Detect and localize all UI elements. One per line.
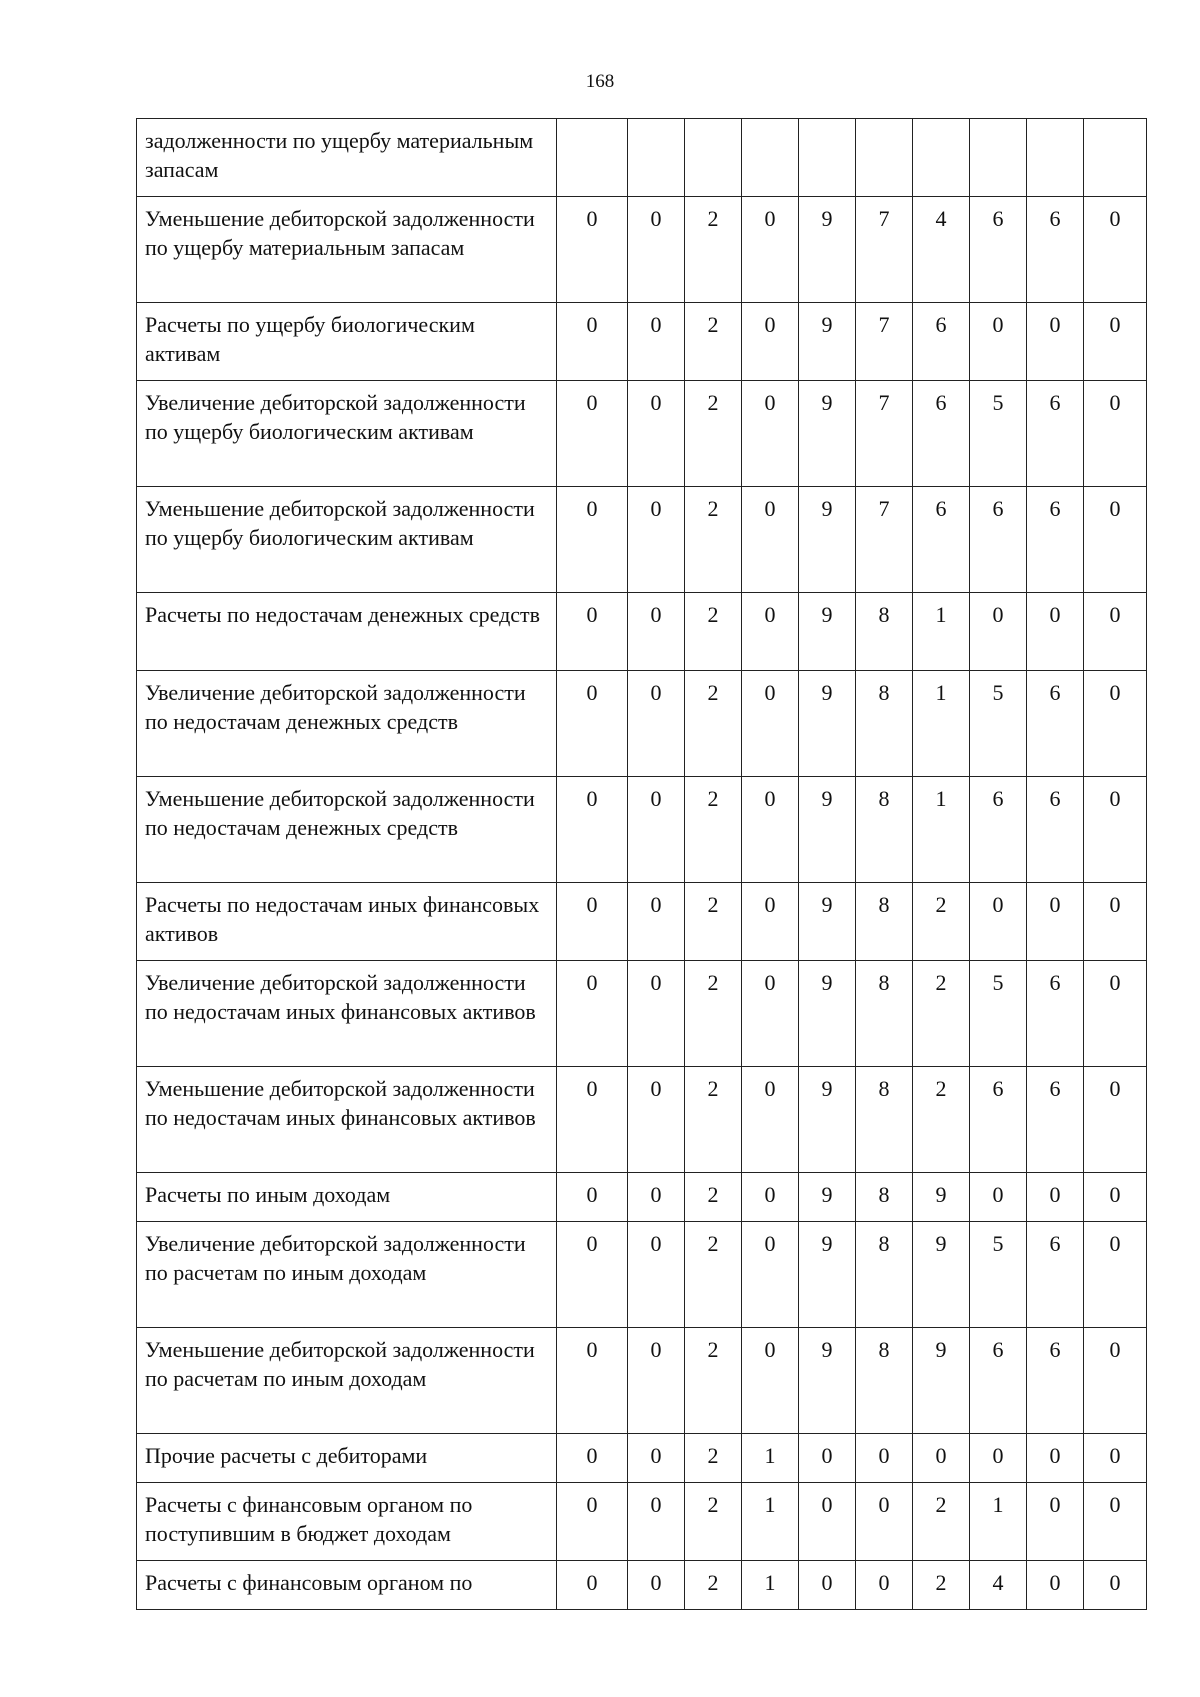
code-digit: 2 [685, 1328, 742, 1434]
code-digit: 9 [913, 1173, 970, 1222]
code-digit: 0 [1027, 593, 1084, 671]
code-digit: 6 [1027, 197, 1084, 303]
table-row [137, 1173, 1147, 1222]
code-digit: 6 [1027, 1222, 1084, 1328]
row-label: Прочие расчеты с дебиторами [137, 1434, 557, 1483]
code-digit: 0 [557, 1067, 628, 1173]
code-digit: 2 [685, 593, 742, 671]
code-digit: 0 [742, 381, 799, 487]
row-label: Расчеты по иным доходам [137, 1173, 557, 1222]
code-digit: 0 [742, 303, 799, 381]
code-digit: 6 [1027, 671, 1084, 777]
code-digit: 0 [557, 1483, 628, 1561]
table-row [137, 1561, 1147, 1610]
code-digit [1027, 119, 1084, 197]
code-digit: 1 [913, 777, 970, 883]
code-digit: 0 [1084, 487, 1147, 593]
code-digit: 0 [1084, 1222, 1147, 1328]
table-row [137, 593, 1147, 671]
code-digit: 0 [799, 1434, 856, 1483]
code-digit: 2 [913, 1483, 970, 1561]
code-digit: 2 [685, 1483, 742, 1561]
code-digit [742, 119, 799, 197]
code-digit: 1 [742, 1483, 799, 1561]
code-digit: 6 [970, 1067, 1027, 1173]
code-digit: 0 [742, 777, 799, 883]
code-digit: 2 [913, 1067, 970, 1173]
code-digit: 0 [856, 1434, 913, 1483]
code-digit: 0 [557, 1328, 628, 1434]
code-digit: 2 [685, 961, 742, 1067]
code-digit: 6 [913, 303, 970, 381]
code-digit: 0 [628, 197, 685, 303]
code-digit: 5 [970, 1222, 1027, 1328]
code-digit: 0 [970, 303, 1027, 381]
code-digit: 6 [970, 197, 1027, 303]
account-codes-table [136, 118, 1147, 1610]
code-digit: 7 [856, 303, 913, 381]
code-digit: 9 [799, 303, 856, 381]
code-digit: 0 [557, 593, 628, 671]
code-digit: 0 [1084, 1434, 1147, 1483]
code-digit: 9 [913, 1328, 970, 1434]
table-row [137, 1067, 1147, 1173]
code-digit: 2 [685, 197, 742, 303]
code-digit: 6 [913, 487, 970, 593]
code-digit: 0 [557, 1434, 628, 1483]
code-digit: 0 [628, 487, 685, 593]
row-label: Расчеты по ущербу биологическим активам [137, 303, 557, 381]
code-digit: 0 [628, 671, 685, 777]
code-digit [1084, 119, 1147, 197]
code-digit: 0 [557, 1561, 628, 1610]
code-digit: 0 [742, 671, 799, 777]
code-digit: 8 [856, 1173, 913, 1222]
row-label: Уменьшение дебиторской задолженности по ущербу биологическим активам [137, 487, 557, 593]
code-digit: 0 [1027, 1173, 1084, 1222]
code-digit: 2 [685, 1222, 742, 1328]
row-label: Уменьшение дебиторской задолженности по недостачам иных финансовых активов [137, 1067, 557, 1173]
code-digit: 0 [628, 1434, 685, 1483]
code-digit: 1 [913, 671, 970, 777]
code-digit: 6 [1027, 961, 1084, 1067]
code-digit: 9 [799, 671, 856, 777]
row-label: Расчеты с финансовым органом по поступившим в бюджет доходам [137, 1483, 557, 1561]
code-digit [856, 119, 913, 197]
code-digit: 2 [685, 671, 742, 777]
row-label: Уменьшение дебиторской задолженности по расчетам по иным доходам [137, 1328, 557, 1434]
code-digit: 0 [1084, 303, 1147, 381]
code-digit: 2 [685, 1173, 742, 1222]
code-digit: 0 [1084, 1483, 1147, 1561]
code-digit: 4 [913, 197, 970, 303]
code-digit: 6 [1027, 1328, 1084, 1434]
code-digit: 2 [685, 381, 742, 487]
code-digit: 0 [1084, 1067, 1147, 1173]
code-digit: 6 [1027, 487, 1084, 593]
code-digit: 0 [557, 883, 628, 961]
code-digit: 0 [742, 1173, 799, 1222]
code-digit: 9 [799, 777, 856, 883]
table-row [137, 883, 1147, 961]
code-digit: 0 [1027, 883, 1084, 961]
row-label: Расчеты с финансовым органом по [137, 1561, 557, 1610]
table-row [137, 487, 1147, 593]
code-digit [628, 119, 685, 197]
code-digit [913, 119, 970, 197]
row-label: Увеличение дебиторской задолженности по расчетам по иным доходам [137, 1222, 557, 1328]
code-digit: 0 [628, 1067, 685, 1173]
code-digit: 8 [856, 1067, 913, 1173]
code-digit: 6 [1027, 381, 1084, 487]
code-digit: 0 [628, 381, 685, 487]
code-digit: 0 [1084, 1328, 1147, 1434]
code-digit: 5 [970, 671, 1027, 777]
code-digit: 0 [1084, 593, 1147, 671]
code-digit: 0 [742, 593, 799, 671]
code-digit: 5 [970, 381, 1027, 487]
code-digit: 0 [742, 487, 799, 593]
code-digit: 1 [913, 593, 970, 671]
code-digit: 2 [913, 883, 970, 961]
page-number: 168 [585, 71, 615, 92]
row-label: Уменьшение дебиторской задолженности по ущербу материальным запасам [137, 197, 557, 303]
code-digit: 7 [856, 487, 913, 593]
code-digit: 8 [856, 593, 913, 671]
code-digit: 6 [970, 1328, 1027, 1434]
code-digit: 0 [557, 961, 628, 1067]
code-digit: 6 [970, 487, 1027, 593]
code-digit: 0 [1084, 1173, 1147, 1222]
code-digit: 1 [970, 1483, 1027, 1561]
code-digit: 0 [742, 1222, 799, 1328]
code-digit: 0 [799, 1483, 856, 1561]
code-digit: 8 [856, 1222, 913, 1328]
code-digit: 0 [913, 1434, 970, 1483]
code-digit: 2 [685, 1067, 742, 1173]
table-row [137, 777, 1147, 883]
table-row [137, 303, 1147, 381]
table-row [137, 1434, 1147, 1483]
code-digit: 9 [799, 1173, 856, 1222]
row-label: Увеличение дебиторской задолженности по ущербу биологическим активам [137, 381, 557, 487]
code-digit: 0 [742, 197, 799, 303]
code-digit: 0 [557, 1222, 628, 1328]
code-digit: 0 [1084, 671, 1147, 777]
table-row [137, 119, 1147, 197]
table-row [137, 1222, 1147, 1328]
code-digit: 7 [856, 197, 913, 303]
code-digit: 2 [685, 303, 742, 381]
table-row [137, 381, 1147, 487]
code-digit: 0 [628, 1222, 685, 1328]
code-digit: 0 [742, 1067, 799, 1173]
code-digit: 9 [799, 1067, 856, 1173]
code-digit: 2 [685, 883, 742, 961]
code-digit: 0 [1027, 303, 1084, 381]
code-digit: 5 [970, 961, 1027, 1067]
code-digit: 0 [970, 593, 1027, 671]
code-digit: 0 [742, 961, 799, 1067]
code-digit: 8 [856, 883, 913, 961]
code-digit: 0 [1084, 961, 1147, 1067]
table-row [137, 1328, 1147, 1434]
code-digit: 9 [799, 1222, 856, 1328]
code-digit: 2 [685, 1434, 742, 1483]
code-digit: 0 [557, 777, 628, 883]
code-digit: 0 [628, 883, 685, 961]
code-digit: 0 [1084, 883, 1147, 961]
code-digit [799, 119, 856, 197]
table-row [137, 961, 1147, 1067]
code-digit: 1 [742, 1434, 799, 1483]
row-label: Уменьшение дебиторской задолженности по недостачам денежных средств [137, 777, 557, 883]
code-digit: 0 [1027, 1483, 1084, 1561]
code-digit: 9 [913, 1222, 970, 1328]
code-digit: 1 [742, 1561, 799, 1610]
code-digit: 0 [1084, 381, 1147, 487]
code-digit: 6 [970, 777, 1027, 883]
row-label: Увеличение дебиторской задолженности по недостачам иных финансовых активов [137, 961, 557, 1067]
code-digit: 0 [628, 961, 685, 1067]
code-digit: 9 [799, 197, 856, 303]
code-digit: 2 [685, 777, 742, 883]
code-digit: 0 [557, 487, 628, 593]
code-digit: 0 [1084, 197, 1147, 303]
table-row [137, 1483, 1147, 1561]
table-row [137, 671, 1147, 777]
code-digit: 2 [913, 961, 970, 1067]
code-digit [557, 119, 628, 197]
code-digit: 6 [1027, 777, 1084, 883]
code-digit: 8 [856, 777, 913, 883]
code-digit: 8 [856, 1328, 913, 1434]
code-digit: 0 [628, 1328, 685, 1434]
code-digit: 0 [557, 1173, 628, 1222]
code-digit: 0 [1027, 1434, 1084, 1483]
code-digit: 0 [970, 883, 1027, 961]
code-digit: 0 [557, 197, 628, 303]
code-digit: 7 [856, 381, 913, 487]
code-digit: 0 [970, 1173, 1027, 1222]
code-digit: 0 [557, 671, 628, 777]
code-digit: 0 [856, 1483, 913, 1561]
code-digit: 6 [1027, 1067, 1084, 1173]
code-digit: 0 [628, 1561, 685, 1610]
code-digit: 8 [856, 961, 913, 1067]
code-digit: 0 [628, 1483, 685, 1561]
row-label: Расчеты по недостачам иных финансовых активов [137, 883, 557, 961]
table-row [137, 197, 1147, 303]
code-digit: 0 [742, 1328, 799, 1434]
code-digit: 0 [1027, 1561, 1084, 1610]
code-digit: 2 [685, 1561, 742, 1610]
code-digit: 0 [628, 777, 685, 883]
row-label: задолженности по ущербу материальным запасам [137, 119, 557, 197]
code-digit: 9 [799, 961, 856, 1067]
code-digit [685, 119, 742, 197]
row-label: Увеличение дебиторской задолженности по недостачам денежных средств [137, 671, 557, 777]
code-digit: 6 [913, 381, 970, 487]
code-digit: 9 [799, 593, 856, 671]
code-digit: 0 [557, 381, 628, 487]
code-digit: 9 [799, 883, 856, 961]
code-digit: 0 [628, 303, 685, 381]
code-digit: 0 [628, 1173, 685, 1222]
code-digit: 0 [628, 593, 685, 671]
code-digit: 0 [557, 303, 628, 381]
table-body [137, 119, 1147, 1610]
code-digit: 9 [799, 487, 856, 593]
code-digit: 8 [856, 671, 913, 777]
code-digit [970, 119, 1027, 197]
code-digit: 9 [799, 1328, 856, 1434]
code-digit: 9 [799, 381, 856, 487]
code-digit: 0 [1084, 1561, 1147, 1610]
code-digit: 0 [799, 1561, 856, 1610]
code-digit: 0 [1084, 777, 1147, 883]
code-digit: 0 [856, 1561, 913, 1610]
code-digit: 0 [970, 1434, 1027, 1483]
code-digit: 2 [913, 1561, 970, 1610]
code-digit: 4 [970, 1561, 1027, 1610]
row-label: Расчеты по недостачам денежных средств [137, 593, 557, 671]
code-digit: 2 [685, 487, 742, 593]
code-digit: 0 [742, 883, 799, 961]
